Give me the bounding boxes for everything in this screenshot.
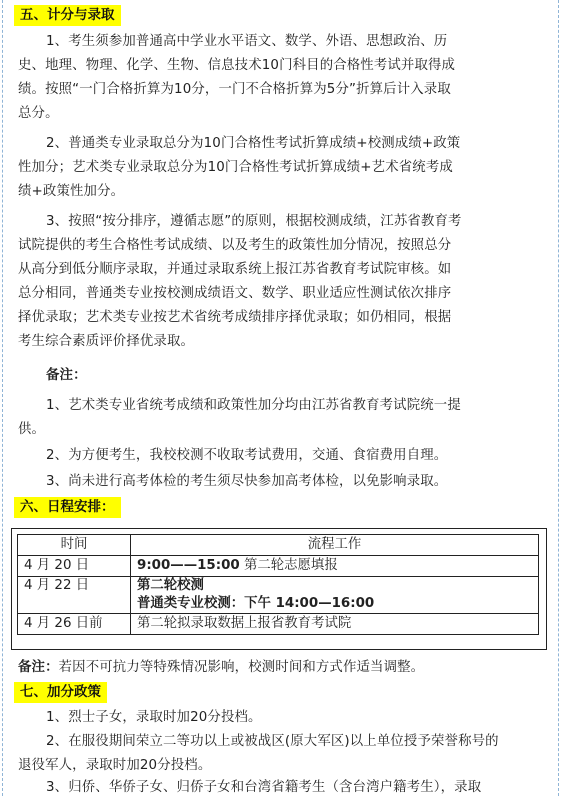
s5-p1-line3: 绩。按照“一门合格折算为10分，一门不合格折算为5分”折算后计入录取: [18, 82, 451, 97]
note-1-line1: 1、艺术类专业省统考成绩和政策性加分均由江苏省教育考试院统一提: [46, 398, 461, 413]
col-time-header: 时间: [18, 535, 131, 556]
row-1-flow: [131, 556, 539, 577]
note-1-line2: 供。: [18, 422, 46, 437]
row-1-time: 9:00——15:00: [137, 558, 240, 573]
s7-item-3-line1: 3、归侨、华侨子女、归侨子女和台湾省籍考生（含台湾户籍考生），录取: [46, 780, 482, 795]
row-2-flow: [131, 577, 539, 614]
s5-p3-line2: 试院提供的考生合格性考试成绩、以及考生的政策性加分情况，按照总分: [18, 238, 452, 253]
table-row: [18, 614, 539, 635]
s5-p2-line1: 2、普通类专业录取总分为10门合格性考试折算成绩+校测成绩+政策: [46, 136, 461, 151]
s5-p3-line1: 3、按照“按分排序，遵循志愿”的原则，根据校测成绩，江苏省教育考: [46, 214, 462, 229]
schedule-note: [18, 658, 424, 678]
section-7-heading: 七、加分政策: [14, 682, 107, 703]
s5-p2-line3: 绩+政策性加分。: [18, 184, 125, 199]
s5-p1-line2: 史、地理、物理、化学、生物、信息技术10门科目的合格性考试并取得成: [18, 58, 456, 73]
note-title: 备注：: [46, 368, 87, 383]
row-2-title: 第二轮校测: [137, 578, 204, 593]
row-3-flow: 第二轮拟录取数据上报省教育考试院: [131, 614, 539, 635]
table-row: [18, 556, 539, 577]
schedule-note-label: 备注：: [18, 660, 59, 675]
s7-item-2-line1: 2、在服役期间荣立二等功以上或被战区(原大军区)以上单位授予荣誉称号的: [46, 734, 499, 749]
s5-p3-line6: 考生综合素质评价择优录取。: [18, 334, 195, 349]
s5-p2-line2: 性加分；艺术类专业录取总分为10门合格性考试折算成绩+艺术省统考成: [18, 160, 453, 175]
table-row: [18, 577, 539, 614]
s5-p1-line4: 总分。: [18, 106, 59, 121]
schedule-note-text: 若因不可抗力等特殊情况影响，校测时间和方式作适当调整。: [58, 660, 425, 675]
s5-p3-line5: 择优录取；艺术类专业按艺术省统考成绩排序择优录取；如仍相同，根据: [18, 310, 452, 325]
section-5-heading: 五、计分与录取: [14, 5, 121, 26]
row-2-date: 4 月 22 日: [18, 577, 131, 614]
s5-p3-line4: 总分相同，普通类专业按校测成绩语文、数学、职业适应性测试依次排序: [18, 286, 452, 301]
col-flow-header: 流程工作: [131, 535, 539, 556]
row-2-detail: 普通类专业校测：下午 14:00—16:00: [137, 596, 375, 611]
row-1-date: 4 月 20 日: [18, 556, 131, 577]
section-6-heading: 六、日程安排：: [14, 497, 121, 518]
note-2: 2、为方便考生，我校校测不收取考试费用，交通、食宿费用自理。: [46, 448, 448, 463]
row-1-task: 第二轮志愿填报: [239, 558, 338, 573]
s5-p1-line1: 1、考生须参加普通高中学业水平语文、数学、外语、思想政治、历: [46, 34, 448, 49]
s7-item-1: 1、烈士子女，录取时加20分投档。: [46, 710, 262, 725]
s5-p3-line3: 从高分到低分顺序录取，并通过录取系统上报江苏省教育考试院审核。如: [18, 262, 452, 277]
s7-item-2-line2: 退役军人，录取时加20分投档。: [18, 758, 212, 773]
row-3-date: 4 月 26 日前: [18, 614, 131, 635]
note-3: 3、尚未进行高考体检的考生须尽快参加高考体检，以免影响录取。: [46, 474, 448, 489]
table-header-row: [18, 535, 539, 556]
schedule-table: [17, 534, 539, 635]
